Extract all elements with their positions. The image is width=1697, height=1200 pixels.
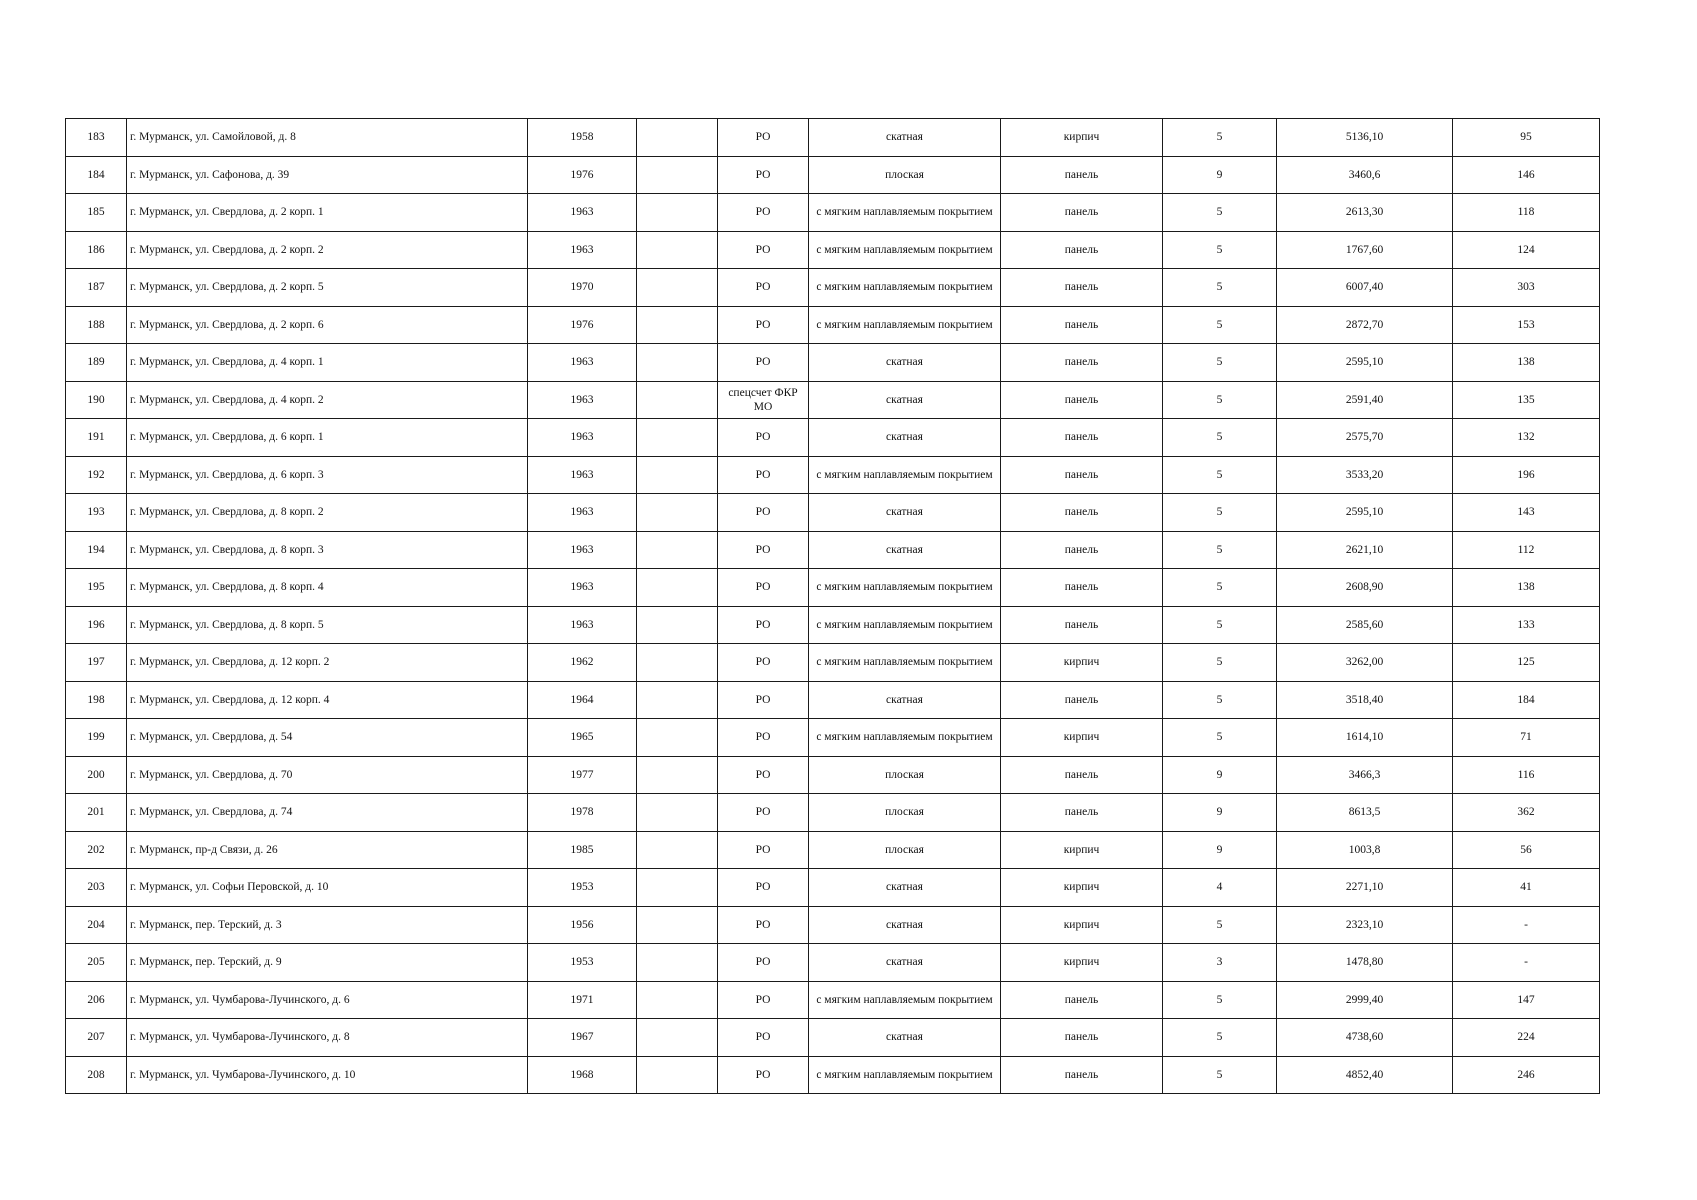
residents-cell: 246 (1453, 1056, 1600, 1094)
blank-cell (637, 456, 718, 494)
wall-material-cell: панель (1001, 1056, 1163, 1094)
table-row (66, 681, 1600, 719)
blank-cell (637, 419, 718, 457)
area-cell: 3533,20 (1277, 456, 1453, 494)
table-row (66, 494, 1600, 532)
wall-material-cell: панель (1001, 269, 1163, 307)
wall-material-cell: панель (1001, 156, 1163, 194)
table-row (66, 719, 1600, 757)
roof-type-cell: плоская (809, 794, 1001, 832)
blank-cell (637, 794, 718, 832)
residents-cell: 112 (1453, 531, 1600, 569)
roof-type-cell: скатная (809, 494, 1001, 532)
roof-type-cell: скатная (809, 944, 1001, 982)
year-built-cell: 1958 (528, 119, 637, 157)
wall-material-cell: панель (1001, 681, 1163, 719)
floors-cell: 5 (1163, 606, 1277, 644)
roof-type-cell: скатная (809, 344, 1001, 382)
table-row (66, 156, 1600, 194)
fund-method-cell: РО (718, 569, 809, 607)
table-row (66, 119, 1600, 157)
row-number-cell: 207 (66, 1019, 127, 1057)
blank-cell (637, 381, 718, 419)
roof-type-cell: скатная (809, 419, 1001, 457)
row-number-cell: 204 (66, 906, 127, 944)
fund-method-cell: РО (718, 494, 809, 532)
roof-type-cell: с мягким наплавляемым покрытием (809, 1056, 1001, 1094)
address-cell: г. Мурманск, ул. Свердлова, д. 8 корп. 3 (127, 531, 528, 569)
fund-method-cell: РО (718, 681, 809, 719)
year-built-cell: 1976 (528, 156, 637, 194)
address-cell: г. Мурманск, ул. Софьи Перовской, д. 10 (127, 869, 528, 907)
fund-method-cell: РО (718, 1019, 809, 1057)
blank-cell (637, 681, 718, 719)
year-built-cell: 1978 (528, 794, 637, 832)
blank-cell (637, 831, 718, 869)
wall-material-cell: панель (1001, 306, 1163, 344)
floors-cell: 5 (1163, 419, 1277, 457)
fund-method-cell: РО (718, 531, 809, 569)
area-cell: 2323,10 (1277, 906, 1453, 944)
year-built-cell: 1964 (528, 681, 637, 719)
residents-cell: - (1453, 906, 1600, 944)
fund-method-cell: РО (718, 906, 809, 944)
residents-cell: 133 (1453, 606, 1600, 644)
floors-cell: 5 (1163, 719, 1277, 757)
area-cell: 2608,90 (1277, 569, 1453, 607)
wall-material-cell: панель (1001, 794, 1163, 832)
row-number-cell: 197 (66, 644, 127, 682)
roof-type-cell: плоская (809, 756, 1001, 794)
fund-method-cell: РО (718, 231, 809, 269)
residents-cell: 95 (1453, 119, 1600, 157)
wall-material-cell: кирпич (1001, 719, 1163, 757)
wall-material-cell: кирпич (1001, 644, 1163, 682)
floors-cell: 3 (1163, 944, 1277, 982)
wall-material-cell: панель (1001, 606, 1163, 644)
floors-cell: 5 (1163, 306, 1277, 344)
year-built-cell: 1963 (528, 231, 637, 269)
address-cell: г. Мурманск, ул. Свердлова, д. 54 (127, 719, 528, 757)
blank-cell (637, 756, 718, 794)
roof-type-cell: скатная (809, 681, 1001, 719)
floors-cell: 9 (1163, 794, 1277, 832)
roof-type-cell: с мягким наплавляемым покрытием (809, 456, 1001, 494)
wall-material-cell: кирпич (1001, 869, 1163, 907)
area-cell: 2595,10 (1277, 344, 1453, 382)
floors-cell: 9 (1163, 831, 1277, 869)
blank-cell (637, 606, 718, 644)
table-row (66, 1019, 1600, 1057)
row-number-cell: 208 (66, 1056, 127, 1094)
table-body (66, 119, 1600, 1094)
floors-cell: 9 (1163, 156, 1277, 194)
residents-cell: 132 (1453, 419, 1600, 457)
floors-cell: 5 (1163, 644, 1277, 682)
blank-cell (637, 194, 718, 232)
residents-cell: 224 (1453, 1019, 1600, 1057)
fund-method-cell: РО (718, 419, 809, 457)
table-row (66, 869, 1600, 907)
row-number-cell: 195 (66, 569, 127, 607)
row-number-cell: 201 (66, 794, 127, 832)
residents-cell: 143 (1453, 494, 1600, 532)
residents-cell: - (1453, 944, 1600, 982)
residents-cell: 147 (1453, 981, 1600, 1019)
wall-material-cell: панель (1001, 569, 1163, 607)
blank-cell (637, 569, 718, 607)
roof-type-cell: с мягким наплавляемым покрытием (809, 306, 1001, 344)
area-cell: 2621,10 (1277, 531, 1453, 569)
address-cell: г. Мурманск, ул. Свердлова, д. 4 корп. 2 (127, 381, 528, 419)
address-cell: г. Мурманск, ул. Свердлова, д. 70 (127, 756, 528, 794)
table-row (66, 456, 1600, 494)
address-cell: г. Мурманск, ул. Свердлова, д. 8 корп. 2 (127, 494, 528, 532)
row-number-cell: 189 (66, 344, 127, 382)
area-cell: 3460,6 (1277, 156, 1453, 194)
wall-material-cell: кирпич (1001, 119, 1163, 157)
address-cell: г. Мурманск, ул. Свердлова, д. 8 корп. 4 (127, 569, 528, 607)
year-built-cell: 1962 (528, 644, 637, 682)
address-cell: г. Мурманск, ул. Сафонова, д. 39 (127, 156, 528, 194)
address-cell: г. Мурманск, ул. Свердлова, д. 12 корп. 4 (127, 681, 528, 719)
row-number-cell: 196 (66, 606, 127, 644)
row-number-cell: 206 (66, 981, 127, 1019)
year-built-cell: 1963 (528, 344, 637, 382)
table-row (66, 944, 1600, 982)
year-built-cell: 1963 (528, 381, 637, 419)
row-number-cell: 188 (66, 306, 127, 344)
wall-material-cell: панель (1001, 494, 1163, 532)
area-cell: 2595,10 (1277, 494, 1453, 532)
table-row (66, 606, 1600, 644)
wall-material-cell: кирпич (1001, 944, 1163, 982)
row-number-cell: 199 (66, 719, 127, 757)
table-row (66, 794, 1600, 832)
fund-method-cell: РО (718, 981, 809, 1019)
roof-type-cell: с мягким наплавляемым покрытием (809, 269, 1001, 307)
area-cell: 1614,10 (1277, 719, 1453, 757)
residents-cell: 56 (1453, 831, 1600, 869)
residents-cell: 125 (1453, 644, 1600, 682)
row-number-cell: 191 (66, 419, 127, 457)
fund-method-cell: РО (718, 719, 809, 757)
area-cell: 2271,10 (1277, 869, 1453, 907)
floors-cell: 5 (1163, 119, 1277, 157)
address-cell: г. Мурманск, ул. Чумбарова-Лучинского, д. 10 (127, 1056, 528, 1094)
blank-cell (637, 1019, 718, 1057)
area-cell: 5136,10 (1277, 119, 1453, 157)
table-row (66, 906, 1600, 944)
roof-type-cell: с мягким наплавляемым покрытием (809, 644, 1001, 682)
floors-cell: 5 (1163, 494, 1277, 532)
area-cell: 1767,60 (1277, 231, 1453, 269)
fund-method-cell: РО (718, 831, 809, 869)
blank-cell (637, 494, 718, 532)
area-cell: 4738,60 (1277, 1019, 1453, 1057)
address-cell: г. Мурманск, ул. Свердлова, д. 74 (127, 794, 528, 832)
residents-cell: 196 (1453, 456, 1600, 494)
blank-cell (637, 869, 718, 907)
roof-type-cell: скатная (809, 869, 1001, 907)
residents-cell: 124 (1453, 231, 1600, 269)
row-number-cell: 198 (66, 681, 127, 719)
year-built-cell: 1963 (528, 494, 637, 532)
blank-cell (637, 719, 718, 757)
row-number-cell: 205 (66, 944, 127, 982)
year-built-cell: 1953 (528, 944, 637, 982)
year-built-cell: 1968 (528, 1056, 637, 1094)
residents-cell: 135 (1453, 381, 1600, 419)
document-sheet (65, 118, 1600, 1094)
area-cell: 2999,40 (1277, 981, 1453, 1019)
blank-cell (637, 531, 718, 569)
row-number-cell: 200 (66, 756, 127, 794)
row-number-cell: 187 (66, 269, 127, 307)
area-cell: 2585,60 (1277, 606, 1453, 644)
residents-cell: 116 (1453, 756, 1600, 794)
table-row (66, 381, 1600, 419)
floors-cell: 5 (1163, 1056, 1277, 1094)
wall-material-cell: панель (1001, 194, 1163, 232)
fund-method-cell: РО (718, 756, 809, 794)
address-cell: г. Мурманск, пер. Терский, д. 3 (127, 906, 528, 944)
blank-cell (637, 1056, 718, 1094)
roof-type-cell: скатная (809, 381, 1001, 419)
roof-type-cell: с мягким наплавляемым покрытием (809, 569, 1001, 607)
address-cell: г. Мурманск, ул. Самойловой, д. 8 (127, 119, 528, 157)
area-cell: 6007,40 (1277, 269, 1453, 307)
fund-method-cell: РО (718, 456, 809, 494)
residents-cell: 303 (1453, 269, 1600, 307)
area-cell: 8613,5 (1277, 794, 1453, 832)
table-row (66, 231, 1600, 269)
wall-material-cell: панель (1001, 231, 1163, 269)
year-built-cell: 1976 (528, 306, 637, 344)
floors-cell: 5 (1163, 194, 1277, 232)
table-row (66, 419, 1600, 457)
fund-method-cell: РО (718, 869, 809, 907)
blank-cell (637, 231, 718, 269)
year-built-cell: 1977 (528, 756, 637, 794)
fund-method-cell: РО (718, 944, 809, 982)
fund-method-cell: РО (718, 156, 809, 194)
table-row (66, 306, 1600, 344)
floors-cell: 5 (1163, 1019, 1277, 1057)
fund-method-cell: спецсчет ФКР МО (718, 381, 809, 419)
address-cell: г. Мурманск, ул. Свердлова, д. 6 корп. 1 (127, 419, 528, 457)
year-built-cell: 1963 (528, 194, 637, 232)
floors-cell: 5 (1163, 231, 1277, 269)
floors-cell: 5 (1163, 531, 1277, 569)
wall-material-cell: кирпич (1001, 831, 1163, 869)
blank-cell (637, 119, 718, 157)
residents-cell: 71 (1453, 719, 1600, 757)
blank-cell (637, 344, 718, 382)
floors-cell: 5 (1163, 906, 1277, 944)
address-cell: г. Мурманск, ул. Свердлова, д. 12 корп. 2 (127, 644, 528, 682)
year-built-cell: 1971 (528, 981, 637, 1019)
blank-cell (637, 981, 718, 1019)
wall-material-cell: панель (1001, 456, 1163, 494)
floors-cell: 5 (1163, 569, 1277, 607)
fund-method-cell: РО (718, 794, 809, 832)
area-cell: 1478,80 (1277, 944, 1453, 982)
year-built-cell: 1963 (528, 531, 637, 569)
floors-cell: 5 (1163, 456, 1277, 494)
blank-cell (637, 944, 718, 982)
area-cell: 3262,00 (1277, 644, 1453, 682)
table-row (66, 756, 1600, 794)
address-cell: г. Мурманск, ул. Свердлова, д. 2 корп. 5 (127, 269, 528, 307)
fund-method-cell: РО (718, 344, 809, 382)
residents-cell: 146 (1453, 156, 1600, 194)
table-row (66, 569, 1600, 607)
fund-method-cell: РО (718, 306, 809, 344)
area-cell: 2872,70 (1277, 306, 1453, 344)
roof-type-cell: скатная (809, 1019, 1001, 1057)
table-row (66, 1056, 1600, 1094)
row-number-cell: 186 (66, 231, 127, 269)
wall-material-cell: панель (1001, 419, 1163, 457)
year-built-cell: 1967 (528, 1019, 637, 1057)
fund-method-cell: РО (718, 1056, 809, 1094)
blank-cell (637, 906, 718, 944)
area-cell: 3466,3 (1277, 756, 1453, 794)
wall-material-cell: панель (1001, 344, 1163, 382)
table-row (66, 831, 1600, 869)
residents-cell: 362 (1453, 794, 1600, 832)
residents-cell: 118 (1453, 194, 1600, 232)
area-cell: 3518,40 (1277, 681, 1453, 719)
roof-type-cell: с мягким наплавляемым покрытием (809, 719, 1001, 757)
row-number-cell: 193 (66, 494, 127, 532)
row-number-cell: 185 (66, 194, 127, 232)
roof-type-cell: с мягким наплавляемым покрытием (809, 981, 1001, 1019)
year-built-cell: 1956 (528, 906, 637, 944)
table-row (66, 981, 1600, 1019)
floors-cell: 5 (1163, 381, 1277, 419)
residents-cell: 184 (1453, 681, 1600, 719)
table-row (66, 644, 1600, 682)
floors-cell: 5 (1163, 269, 1277, 307)
blank-cell (637, 306, 718, 344)
area-cell: 1003,8 (1277, 831, 1453, 869)
row-number-cell: 190 (66, 381, 127, 419)
wall-material-cell: кирпич (1001, 906, 1163, 944)
wall-material-cell: панель (1001, 756, 1163, 794)
fund-method-cell: РО (718, 606, 809, 644)
address-cell: г. Мурманск, пер. Терский, д. 9 (127, 944, 528, 982)
floors-cell: 9 (1163, 756, 1277, 794)
area-cell: 2591,40 (1277, 381, 1453, 419)
address-cell: г. Мурманск, ул. Свердлова, д. 2 корп. 6 (127, 306, 528, 344)
wall-material-cell: панель (1001, 981, 1163, 1019)
address-cell: г. Мурманск, ул. Свердлова, д. 8 корп. 5 (127, 606, 528, 644)
address-cell: г. Мурманск, пр-д Связи, д. 26 (127, 831, 528, 869)
area-cell: 4852,40 (1277, 1056, 1453, 1094)
residents-cell: 41 (1453, 869, 1600, 907)
address-cell: г. Мурманск, ул. Свердлова, д. 4 корп. 1 (127, 344, 528, 382)
year-built-cell: 1963 (528, 569, 637, 607)
fund-method-cell: РО (718, 269, 809, 307)
area-cell: 2575,70 (1277, 419, 1453, 457)
row-number-cell: 194 (66, 531, 127, 569)
residents-cell: 138 (1453, 569, 1600, 607)
address-cell: г. Мурманск, ул. Свердлова, д. 6 корп. 3 (127, 456, 528, 494)
roof-type-cell: с мягким наплавляемым покрытием (809, 231, 1001, 269)
row-number-cell: 202 (66, 831, 127, 869)
roof-type-cell: скатная (809, 531, 1001, 569)
table-row (66, 269, 1600, 307)
floors-cell: 4 (1163, 869, 1277, 907)
year-built-cell: 1970 (528, 269, 637, 307)
roof-type-cell: скатная (809, 906, 1001, 944)
year-built-cell: 1985 (528, 831, 637, 869)
blank-cell (637, 644, 718, 682)
fund-method-cell: РО (718, 119, 809, 157)
area-cell: 2613,30 (1277, 194, 1453, 232)
row-number-cell: 184 (66, 156, 127, 194)
address-cell: г. Мурманск, ул. Чумбарова-Лучинского, д. 6 (127, 981, 528, 1019)
wall-material-cell: панель (1001, 381, 1163, 419)
table-row (66, 194, 1600, 232)
year-built-cell: 1953 (528, 869, 637, 907)
residents-cell: 138 (1453, 344, 1600, 382)
row-number-cell: 192 (66, 456, 127, 494)
blank-cell (637, 156, 718, 194)
roof-type-cell: с мягким наплавляемым покрытием (809, 194, 1001, 232)
wall-material-cell: панель (1001, 1019, 1163, 1057)
table-row (66, 531, 1600, 569)
housing-register-table (65, 118, 1600, 1094)
year-built-cell: 1963 (528, 606, 637, 644)
address-cell: г. Мурманск, ул. Чумбарова-Лучинского, д. 8 (127, 1019, 528, 1057)
row-number-cell: 183 (66, 119, 127, 157)
fund-method-cell: РО (718, 644, 809, 682)
floors-cell: 5 (1163, 681, 1277, 719)
year-built-cell: 1963 (528, 419, 637, 457)
roof-type-cell: плоская (809, 156, 1001, 194)
fund-method-cell: РО (718, 194, 809, 232)
blank-cell (637, 269, 718, 307)
residents-cell: 153 (1453, 306, 1600, 344)
year-built-cell: 1965 (528, 719, 637, 757)
address-cell: г. Мурманск, ул. Свердлова, д. 2 корп. 2 (127, 231, 528, 269)
floors-cell: 5 (1163, 344, 1277, 382)
table-row (66, 344, 1600, 382)
roof-type-cell: скатная (809, 119, 1001, 157)
roof-type-cell: плоская (809, 831, 1001, 869)
roof-type-cell: с мягким наплавляемым покрытием (809, 606, 1001, 644)
wall-material-cell: панель (1001, 531, 1163, 569)
floors-cell: 5 (1163, 981, 1277, 1019)
address-cell: г. Мурманск, ул. Свердлова, д. 2 корп. 1 (127, 194, 528, 232)
row-number-cell: 203 (66, 869, 127, 907)
year-built-cell: 1963 (528, 456, 637, 494)
